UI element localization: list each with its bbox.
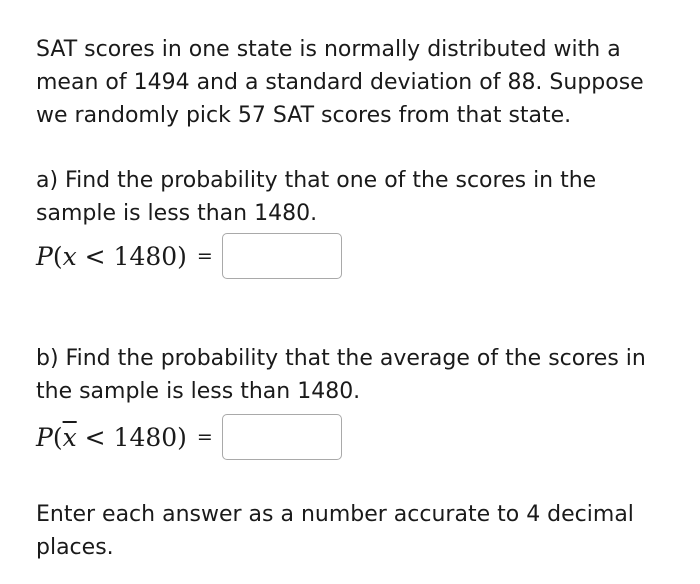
problem-statement: SAT scores in one state is normally distributed with a mean of 1494 and a standard deviation of 88. Suppose we randomly pick 57 SAT scores from that state. <box>36 37 644 128</box>
part-b-equals-sign: = <box>196 426 213 448</box>
x-bar-symbol: $\overline{x}$ <box>62 422 77 452</box>
part-a-answer-input[interactable] <box>222 233 342 279</box>
part-a-equation <box>36 230 342 282</box>
part-a-expression: P(x < 1480) <box>36 241 187 271</box>
part-a-prompt: a) Find the probability that one of the scores in the sample is less than 1480. <box>36 168 597 226</box>
part-b-prompt: b) Find the probability that the average of the scores in the sample is less than 1480. <box>36 346 646 404</box>
part-a-equals-sign: = <box>196 245 213 267</box>
part-b-expression: $P(\overline{x} < 1480)$ <box>36 422 187 452</box>
part-b-answer-input[interactable] <box>222 414 342 460</box>
part-b-equation <box>36 411 342 463</box>
answer-instructions: Enter each answer as a number accurate to 4 decimal places. <box>36 502 634 560</box>
